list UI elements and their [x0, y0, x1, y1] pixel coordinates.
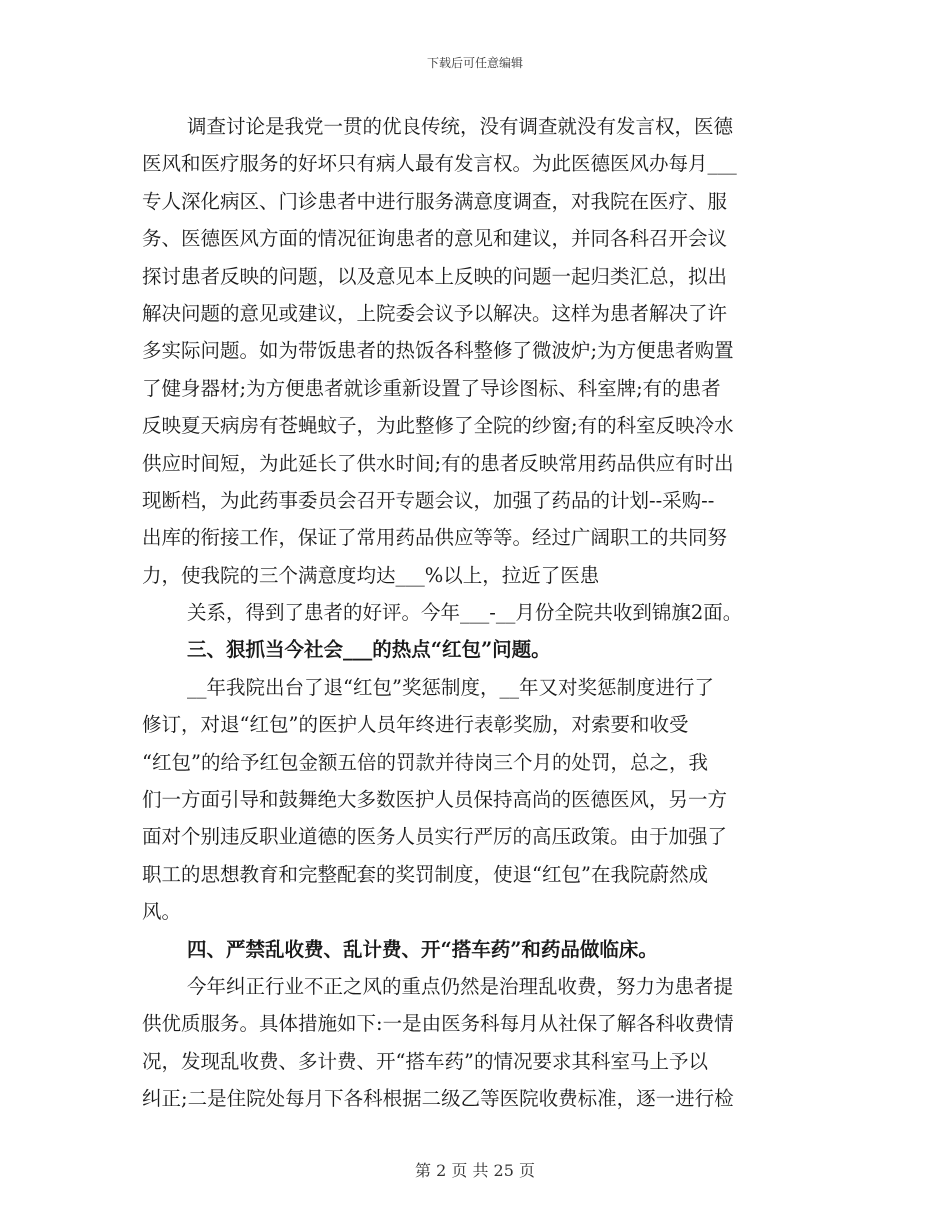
paragraph-line: “红包”的给予红包金额五倍的罚款并待岗三个月的处罚，总之，我 [142, 750, 708, 774]
paragraph-line: 解决问题的意见或建议，上院委会议予以解决。这样为患者解决了许 [142, 301, 728, 325]
paragraph-line: 反映夏天病房有苍蝇蚊子，为此整修了全院的纱窗;有的科室反映冷水 [142, 414, 734, 438]
section-heading: 四、严禁乱收费、乱计费、开“搭车药”和药品做临床。 [187, 937, 658, 961]
paragraph-line: 面对个别违反职业道德的医务人员实行严厉的高压政策。由于加强了 [142, 825, 728, 849]
paragraph-line: 修订，对退“红包”的医护人员年终进行表彰奖励，对索要和收受 [142, 713, 689, 737]
page-header: 下载后可任意编辑 [426, 56, 523, 70]
paragraph-line: 医风和医疗服务的好坏只有病人最有发言权。为此医德医风办每月___ [142, 152, 737, 176]
paragraph-line: 纠正;二是住院处每月下各科根据二级乙等医院收费标准，逐一进行检 [142, 1087, 734, 1111]
paragraph-line: 了健身器材;为方便患者就诊重新设置了导诊图标、科室牌;有的患者 [142, 376, 721, 400]
paragraph-line: 出库的衔接工作，保证了常用药品供应等等。经过广阔职工的共同努 [142, 526, 728, 550]
page-footer: 第 2 页 共 25 页 [415, 1161, 535, 1180]
paragraph-line: 职工的思想教育和完整配套的奖罚制度，使退“红包”在我院蔚然成 [142, 862, 708, 886]
paragraph-line: 力，使我院的三个满意度均达___%以上，拉近了医患 [142, 563, 600, 587]
paragraph-line: 务、医德医风方面的情况征询患者的意见和建议，并同各科召开会议 [142, 227, 728, 251]
document-body [142, 108, 807, 1118]
paragraph-line: 现断档，为此药事委员会召开专题会议，加强了药品的计划--采购-- [142, 488, 715, 512]
paragraph-line: 况，发现乱收费、多计费、开“搭车药”的情况要求其科室马上予以 [142, 1049, 708, 1073]
paragraph-line: 专人深化病区、门诊患者中进行服务满意度调查，对我院在医疗、服 [142, 189, 728, 213]
paragraph-line: 风。 [142, 900, 182, 924]
section-heading: 三、狠抓当今社会___的热点“红包”问题。 [187, 638, 551, 662]
paragraph-line: 关系，得到了患者的好评。今年___-__月份全院共收到锦旗2面。 [187, 601, 743, 625]
paragraph-line: 探讨患者反映的问题，以及意见本上反映的问题一起归类汇总，拟出 [142, 264, 728, 288]
paragraph-line: 多实际问题。如为带饭患者的热饭各科整修了微波炉;为方便患者购置 [142, 339, 734, 363]
paragraph-line: 供应时间短，为此延长了供水时间;有的患者反映常用药品供应有时出 [142, 451, 734, 475]
paragraph-line: 供优质服务。具体措施如下:一是由医务科每月从社保了解各科收费情 [142, 1012, 734, 1036]
paragraph-line: 调查讨论是我党一贯的优良传统，没有调查就没有发言权，医德 [187, 115, 734, 138]
paragraph-line: 今年纠正行业不正之风的重点仍然是治理乱收费，努力为患者提 [187, 974, 734, 998]
paragraph-line: __年我院出台了退“红包”奖惩制度，__年又对奖惩制度进行了 [187, 675, 714, 699]
paragraph-line: 们一方面引导和鼓舞绝大多数医护人员保持高尚的医德医风，另一方 [142, 788, 728, 812]
